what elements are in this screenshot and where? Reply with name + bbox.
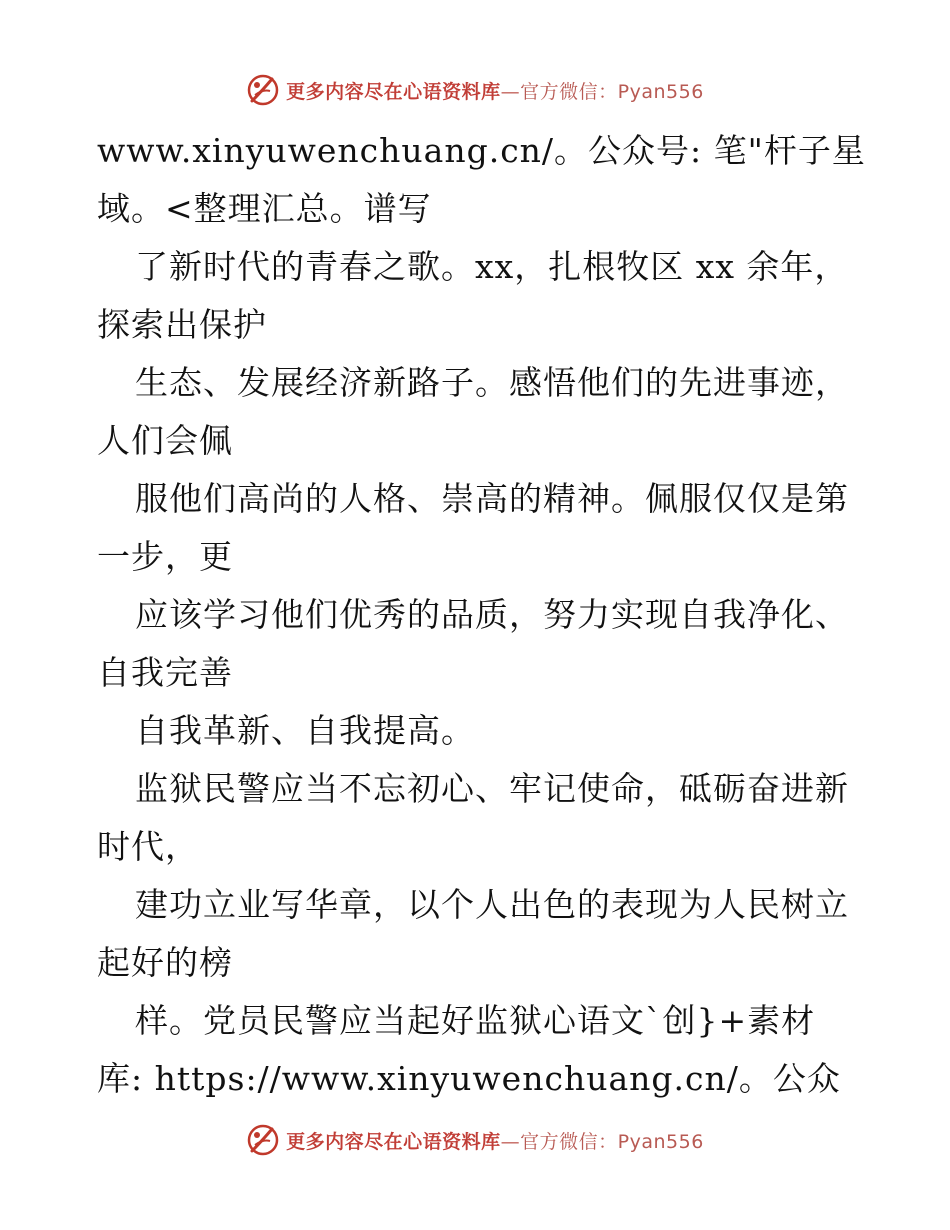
banner-wechat: 官方微信：Pyan556 [520,1130,704,1153]
text-line: 自我完善 [97,653,233,692]
text-line: 了新时代的青春之歌。xx，扎根牧区 xx 余年， [135,247,849,286]
text-line: 时代， [97,827,199,866]
text-line: 建功立业写华章，以个人出色的表现为人民树立 [135,885,849,924]
banner-separator: — [500,1130,521,1153]
text-line: 域。<整理汇总。谱写 [97,189,432,228]
text-line: 一步，更 [97,537,233,576]
banner-text [286,77,704,104]
banner-wechat: 官方微信：Pyan556 [520,80,704,103]
text-line: 样。党员民警应当起好监狱心语文`创}+素材 [135,1001,816,1040]
text-line: www.xinyuwenchuang.cn/。公众号: 笔"杆子星 [97,131,866,170]
text-line: 探索出保护 [97,305,267,344]
text-line: 服他们高尚的人格、崇高的精神。佩服仅仅是第 [135,479,849,518]
text-line: 生态、发展经济新路子。感悟他们的先进事迹， [135,363,849,402]
brush-pen-logo-icon [246,73,280,107]
header-banner [0,70,950,110]
banner-separator: — [500,80,521,103]
banner-brand: 更多内容尽在心语资料库 [286,80,501,103]
banner-brand: 更多内容尽在心语资料库 [286,1130,501,1153]
text-line: 人们会佩 [97,421,233,460]
document-body [97,122,867,1108]
text-line: 库: https://www.xinyuwenchuang.cn/。公众 [97,1059,841,1098]
text-line: 监狱民警应当不忘初心、牢记使命，砥砺奋进新 [135,769,849,808]
banner-text [286,1127,704,1154]
brush-pen-logo-icon [246,1123,280,1157]
footer-banner [0,1120,950,1160]
text-line: 自我革新、自我提高。 [135,711,475,750]
text-line: 应该学习他们优秀的品质，努力实现自我净化、 [135,595,849,634]
text-line: 起好的榜 [97,943,233,982]
